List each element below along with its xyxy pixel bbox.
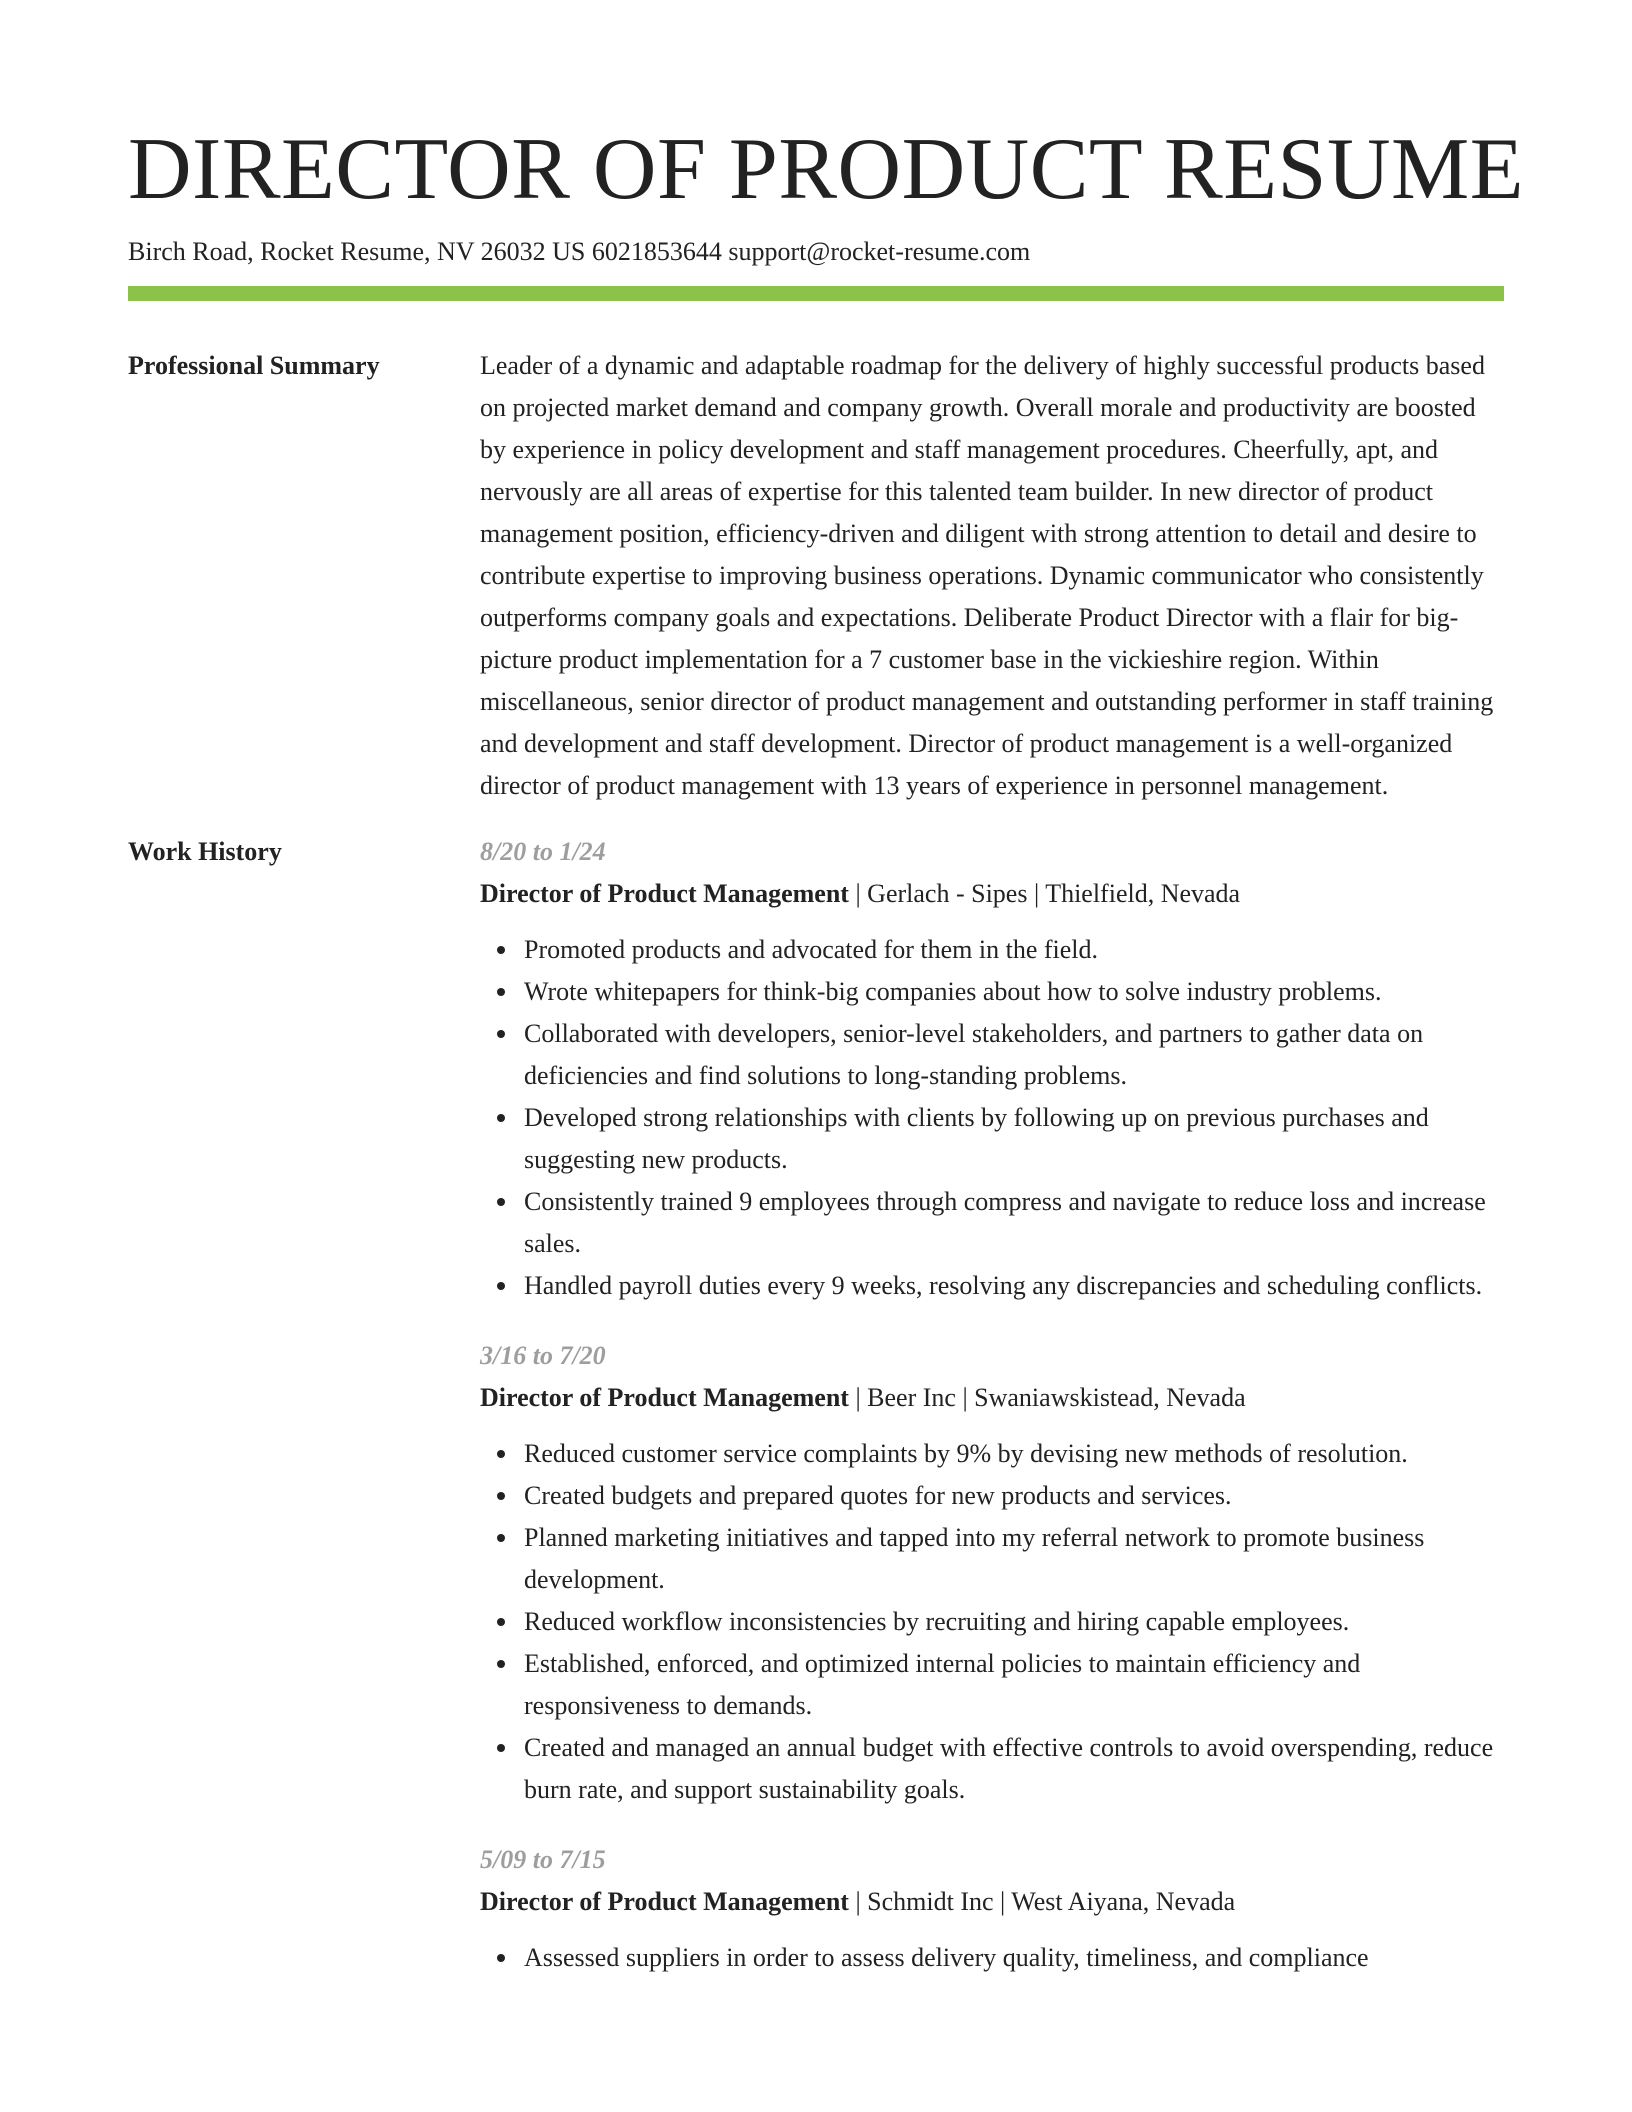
contact-info: Birch Road, Rocket Resume, NV 26032 US 6021853644 support@rocket-resume.com <box>128 237 1031 266</box>
job-heading <box>480 1377 1504 1419</box>
work-history-body <box>480 831 1504 2007</box>
resume-page <box>128 0 1524 2007</box>
section-label-summary: Professional Summary <box>128 351 380 380</box>
job-company-location: | Schmidt Inc | West Aiyana, Nevada <box>848 1887 1236 1916</box>
job-bullet: Planned marketing initiatives and tapped into my referral network to promote business development. <box>524 1517 1504 1601</box>
header-divider <box>128 286 1504 301</box>
section-label-work-history: Work History <box>128 837 282 866</box>
job-title: Director of Product Management <box>480 879 849 908</box>
job-dates: 3/16 to 7/20 <box>480 1341 606 1370</box>
job-title: Director of Product Management <box>480 1887 849 1916</box>
job-bullet: Established, enforced, and optimized internal policies to maintain efficiency and responsiveness to demands. <box>524 1643 1504 1727</box>
job-entry <box>480 1839 1504 1979</box>
job-bullet: Collaborated with developers, senior-level stakeholders, and partners to gather data on deficiencies and find solutions to long-standing problems. <box>524 1013 1504 1097</box>
job-bullet: Created budgets and prepared quotes for new products and services. <box>524 1475 1504 1517</box>
job-bullet: Promoted products and advocated for them in the field. <box>524 929 1504 971</box>
job-bullet-list <box>480 929 1504 1307</box>
summary-body <box>480 345 1504 807</box>
job-bullet: Reduced workflow inconsistencies by recruiting and hiring capable employees. <box>524 1601 1504 1643</box>
job-bullet: Wrote whitepapers for think-big companies about how to solve industry problems. <box>524 971 1504 1013</box>
job-bullet: Developed strong relationships with clients by following up on previous purchases and suggesting new products. <box>524 1097 1504 1181</box>
job-dates: 5/09 to 7/15 <box>480 1845 606 1874</box>
job-dates: 8/20 to 1/24 <box>480 837 606 866</box>
job-bullet: Created and managed an annual budget with effective controls to avoid overspending, reduce burn rate, and support sustainability goals. <box>524 1727 1504 1811</box>
job-bullet: Handled payroll duties every 9 weeks, resolving any discrepancies and scheduling conflicts. <box>524 1265 1504 1307</box>
job-bullet: Assessed suppliers in order to assess delivery quality, timeliness, and compliance <box>524 1937 1504 1979</box>
professional-summary-section <box>128 345 1504 807</box>
summary-text: Leader of a dynamic and adaptable roadmap for the delivery of highly successful products based on projected market demand and company growth. Overall morale and productivity are boosted by experience in policy development and staff management procedures. Cheerfully, apt, and nervously are all areas of expertise for this talented team builder. In new director of product management position, efficiency-driven and diligent with strong attention to detail and desire to contribute expertise to improving business operations. Dynamic communicator who consistently outperforms company goals and expectations. Deliberate Product Director with a flair for big-picture product implementation for a 7 customer base in the vickieshire region. Within miscellaneous, senior director of product management and outstanding performer in staff training and development and staff development. Director of product management is a well-organized director of product management with 13 years of experience in personnel management. <box>480 351 1494 800</box>
job-company-location: | Gerlach - Sipes | Thielfield, Nevada <box>848 879 1241 908</box>
job-entry <box>480 831 1504 1307</box>
job-bullet-list <box>480 1433 1504 1811</box>
work-history-section <box>128 831 1504 2007</box>
resume-title: DIRECTOR OF PRODUCT RESUME <box>128 121 1524 218</box>
job-company-location: | Beer Inc | Swaniawskistead, Nevada <box>848 1383 1246 1412</box>
job-heading <box>480 1881 1504 1923</box>
job-heading <box>480 873 1504 915</box>
job-entry <box>480 1335 1504 1811</box>
job-title: Director of Product Management <box>480 1383 849 1412</box>
job-bullet-list <box>480 1937 1504 1979</box>
job-bullet: Consistently trained 9 employees through compress and navigate to reduce loss and increase sales. <box>524 1181 1504 1265</box>
job-bullet: Reduced customer service complaints by 9% by devising new methods of resolution. <box>524 1433 1504 1475</box>
